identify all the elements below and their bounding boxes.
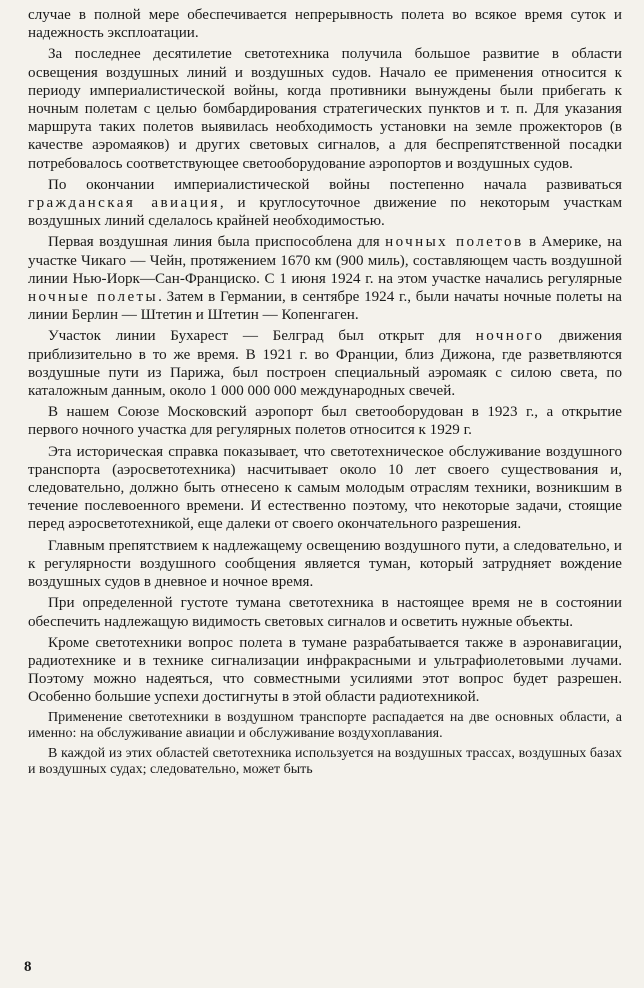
paragraph	[28, 176, 622, 231]
paragraph	[28, 537, 622, 592]
paragraph	[28, 634, 622, 707]
text-run: По окончании империалистической войны постепенно начала развиваться	[48, 176, 622, 193]
text-run: в Америке, на участке Чикаго — Чейн, протяжением 1670 км (900 миль), составляющем часть воздушной линии Нью-Иорк—Сан-Франциско. С 1 июня 1924 г. на этом участке начались регулярные	[28, 234, 622, 287]
emphasized-text: ночного	[475, 328, 545, 345]
text-run: Участок линии Бухарест — Белград был открыт для	[48, 328, 476, 345]
paragraph	[28, 443, 622, 534]
paragraph	[28, 746, 622, 779]
text-run: В каждой из этих областей светотехника используется на воздушных трассах, воздушных базах и воздушных судах; следовательно, может быть	[28, 745, 622, 778]
text-body	[28, 6, 622, 779]
text-run: Главным препятствием к надлежащему освещению воздушного пути, а следовательно, и к регулярности воздушного сообщения является туман, который затрудняет вождение воздушных судов в дневное и ночное время.	[28, 537, 622, 591]
text-run: При определенной густоте тумана светотехника в настоящее время не в состоянии обеспечить надлежащую видимость световых сигналов и осветить нужные объекты.	[28, 595, 622, 630]
paragraph	[28, 710, 622, 743]
text-run: Кроме светотехники вопрос полета в тумане разрабатывается также в аэронавигации, радиотехнике и в технике сигнализации инфракрасными и ультрафиолетовыми лучами. Поэтому можно надеяться, что совместными усилиями этот вопрос будет разрешен. Особенно большие успехи достигнуты в этой области радиотехникой.	[28, 634, 622, 706]
paragraph	[28, 327, 622, 400]
text-run: За последнее десятилетие светотехника получила большое развитие в области освещения воздушных линий и воздушных судов. Начало ее применения относится к периоду империалистической войны, когда противники вынуждены были прибегать к ночным полетам с целью бомбардирования стратегических пунктов и т. п. Для указания маршрута таких полетов выявилась необходимость установки на земле прожекторов (в качестве аэромаяков) и других световых сигналов, а для беспрепятственной посадки потребовалось соответствующее светооборудование аэропортов и воздушных судов.	[28, 46, 622, 172]
page-number: 8	[24, 959, 32, 975]
paragraph	[28, 6, 622, 42]
emphasized-text: ночные полеты	[28, 289, 159, 306]
paragraph	[28, 594, 622, 630]
paragraph	[28, 45, 622, 172]
text-run: , и круглосуточное движение по некоторым участкам воздушных линий сделалось крайней необходимостью.	[28, 195, 623, 230]
text-run: . Затем в Германии, в сентябре 1924 г., были начаты ночные полеты на линии Берлин — Штетин и Штетин — Копенгаген.	[28, 289, 622, 324]
text-run: Применение светотехники в воздушном транспорте распадается на две основных области, а именно: на обслуживание авиации и обслуживание воздухоплавания.	[28, 709, 622, 742]
paragraph	[28, 403, 622, 439]
text-run: Эта историческая справка показывает, что светотехническое обслуживание воздушного транспорта (аэросветотехника) насчитывает около 10 лет своего существования и, следовательно, должно быть отнесено к самым молодым отраслям техники, возникшим в течение послевоенного времени. И естественно поэтому, что некоторые задачи, стоящие перед аэросветотехникой, еще далеки от своего окончательного разрешения.	[28, 443, 622, 533]
emphasized-text: гражданская авиация	[28, 195, 220, 212]
emphasized-text: ночных полетов	[385, 234, 524, 251]
text-run: случае в полной мере обеспечивается непрерывность полета во всякое время суток и надежность эксплоатации.	[28, 7, 622, 42]
text-run: Первая воздушная линия была приспособлена для	[48, 234, 386, 251]
text-run: В нашем Союзе Московский аэропорт был светооборудован в 1923 г., а открытие первого ночного участка для регулярных полетов относится к 1929 г.	[28, 404, 622, 439]
text-run: движения приблизительно в то же время. В 1921 г. во Франции, близ Дижона, где разветвляются воздушные пути из Парижа, был построен специальный аэромаяк с силою света, по каталожным данным, около 1 000 000 000 международных свечей.	[28, 328, 622, 400]
paragraph	[28, 233, 622, 324]
